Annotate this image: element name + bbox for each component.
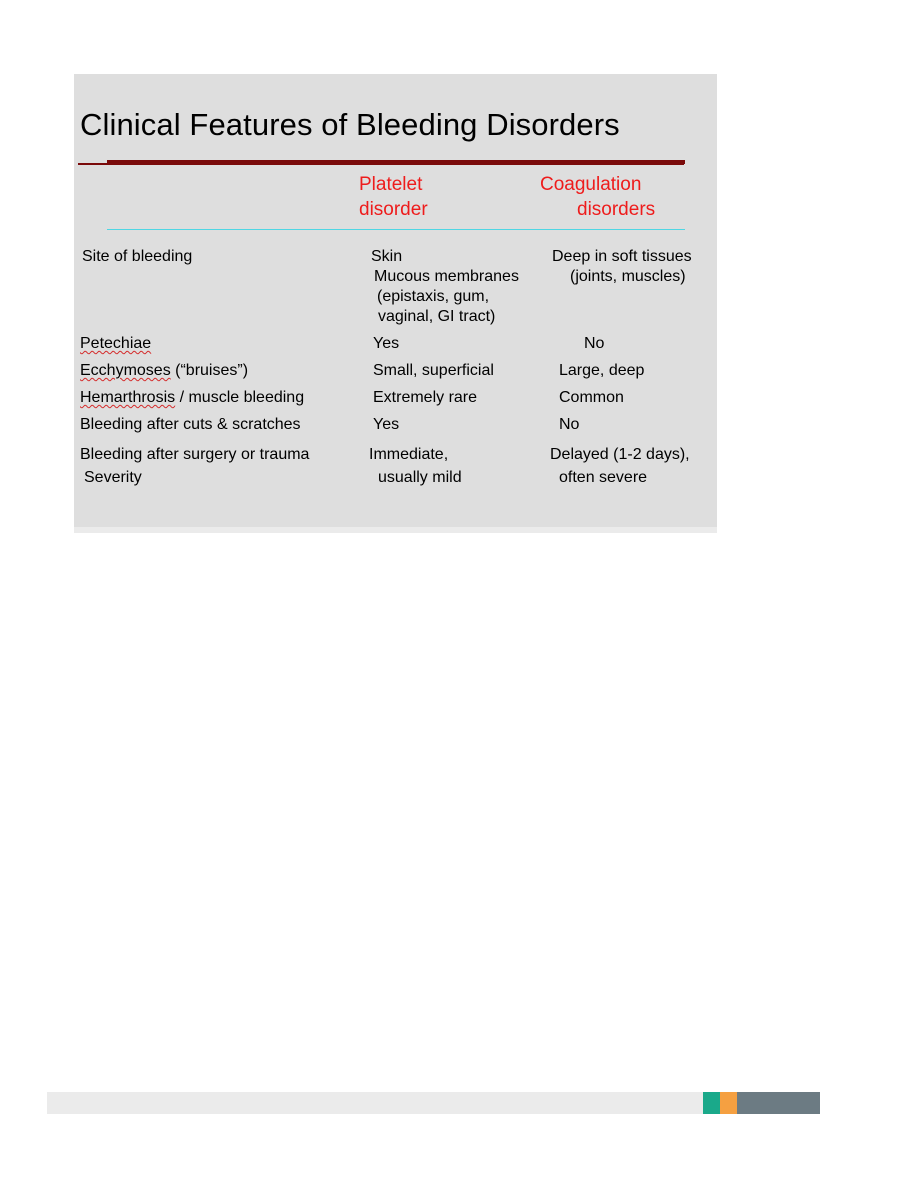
platelet-petechiae: Yes [373, 335, 400, 352]
header-coagulation-disorders: Coagulation disorders [540, 174, 656, 220]
footer-accent-slate [737, 1092, 820, 1114]
platelet-ecchymoses: Small, superficial [373, 362, 494, 379]
platelet-bleeding-after-surgery: Immediate, usually mild [369, 446, 462, 486]
header-platelet-disorder: Platelet disorder [359, 174, 428, 220]
feature-bleeding-after-cuts: Bleeding after cuts & scratches [80, 416, 301, 433]
feature-hemarthrosis: Hemarthrosis / muscle bleeding [80, 389, 305, 406]
feature-site-of-bleeding: Site of bleeding [82, 248, 193, 265]
feature-petechiae: Petechiae [80, 335, 152, 352]
platelet-bleeding-after-cuts: Yes [373, 416, 400, 433]
coagulation-hemarthrosis: Common [559, 389, 624, 406]
feature-bleeding-after-surgery: Bleeding after surgery or trauma Severity [80, 446, 310, 486]
footer-bar [47, 1092, 703, 1114]
header-divider [107, 229, 685, 230]
coagulation-ecchymoses: Large, deep [559, 362, 645, 379]
platelet-site-of-bleeding: Skin Mucous membranes (epistaxis, gum, vaginal, GI tract) [371, 248, 519, 325]
slide-title: Clinical Features of Bleeding Disorders [80, 107, 620, 142]
title-underline-thick [107, 160, 685, 164]
coagulation-petechiae: No [584, 335, 605, 352]
platelet-hemarthrosis: Extremely rare [373, 389, 478, 406]
slide [74, 74, 717, 533]
coagulation-bleeding-after-cuts: No [559, 416, 580, 433]
feature-ecchymoses: Ecchymoses (“bruises”) [80, 362, 249, 379]
footer-accent-orange [720, 1092, 737, 1114]
footer-accent-green [703, 1092, 720, 1114]
coagulation-site-of-bleeding: Deep in soft tissues (joints, muscles) [552, 248, 692, 285]
coagulation-bleeding-after-surgery: Delayed (1-2 days), often severe [550, 446, 690, 486]
